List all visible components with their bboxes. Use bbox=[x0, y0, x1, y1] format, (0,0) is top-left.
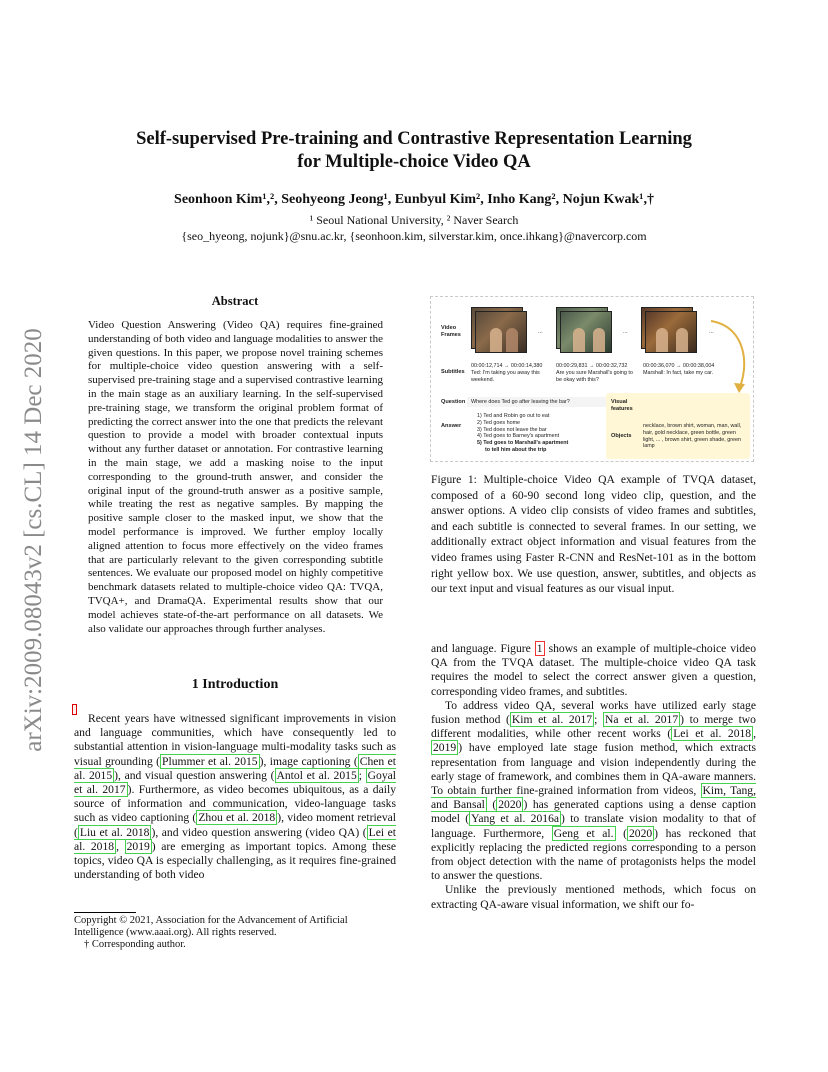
text-run: ; bbox=[358, 768, 366, 782]
text-run: ) have employed late stage fusion method, which extracts representation from language and vision independently during the early stage of framework, and combines them in QA-aware manners. To obtain further fine-grained information from videos, bbox=[431, 741, 756, 798]
introduction-paragraph bbox=[74, 712, 396, 882]
copyright-notice: Copyright © 2021, Association for the Advancement of Artificial Intelligence (www.aaai.org). All rights reserved. bbox=[74, 915, 348, 939]
paragraph bbox=[431, 699, 756, 884]
text-run: ( bbox=[615, 826, 627, 840]
answer-option: 4) Ted goes to Barney's apartment bbox=[477, 433, 560, 440]
citation-link[interactable]: Kim et al. 2017 bbox=[511, 713, 593, 727]
title-line-1: Self-supervised Pre-training and Contrastive Representation Learning bbox=[136, 129, 692, 149]
answer-options bbox=[477, 413, 605, 454]
answer-option-correct: 5) Ted goes to Marshall's apartment bbox=[477, 440, 569, 447]
text-run: ( bbox=[486, 798, 497, 812]
citation-link[interactable]: Zhou et al. 2018 bbox=[198, 811, 276, 825]
figure-caption: Figure 1: Multiple-choice Video QA example of TVQA dataset, composed of a 60-90 second long video clip, question, and the answer options. A video clip consists of video frames and subtitles, and each subtitle is connected to several frames. In our setting, we additionally extract object information and visual features from the video frames using Faster R-CNN and ResNet-101 as in the bottom right yellow box. We use question, answer, subtitles, and objects as our text input and visual features as our visual input. bbox=[431, 473, 756, 596]
video-frame-1b bbox=[475, 311, 527, 353]
citation-link[interactable]: Geng et al. bbox=[553, 826, 614, 840]
text-run: ; bbox=[594, 713, 603, 727]
text-run: To address video QA, several works have utilized early stage fusion method ( bbox=[431, 698, 756, 727]
objects-label: Objects bbox=[611, 433, 632, 439]
subtitle-2: 00:00:29,831 → 00:00:32,732 Are you sure Marshall's going to be okay with this? bbox=[556, 363, 633, 383]
text-run: Recent years have witnessed significant improvements in vision and language communities, which have consequently led to substantial attention in vision-language multi-modality tasks such as visual grounding ( bbox=[74, 712, 396, 768]
subtitle-3: 00:00:36,070 → 00:00:38,004 Marshall: In fact, take my car. bbox=[643, 363, 715, 376]
subtitle-1: 00:00:12,714 → 00:00:14,380 Ted: I'm taking you away this weekend. bbox=[471, 363, 543, 383]
video-frames-label: Video Frames bbox=[441, 325, 461, 338]
affiliations: ¹ Seoul National University, ² Naver Search bbox=[309, 213, 519, 227]
question-label: Question bbox=[441, 399, 466, 405]
footnote bbox=[74, 915, 396, 952]
citation-link[interactable]: Kim, Tang, and Bansal bbox=[431, 784, 756, 812]
text-run: ) has reckoned that explicitly replacing the predicted regions corresponding to a person from object detection with the name of protagonists helps the model to answer the questions. bbox=[431, 826, 756, 883]
figure-reference-link[interactable]: 1 bbox=[536, 642, 543, 655]
corresponding-author-note: † Corresponding author. bbox=[84, 939, 186, 951]
arxiv-stamp bbox=[6, 300, 62, 780]
paragraph bbox=[431, 883, 756, 911]
citation-link[interactable]: Yang et al. 2016a bbox=[471, 812, 560, 826]
video-frame-2b bbox=[560, 311, 612, 353]
text-run: ), and video question answering (video QA) ( bbox=[151, 825, 367, 839]
arrow-icon bbox=[701, 317, 753, 397]
text-run: , bbox=[116, 839, 125, 853]
answer-option: 2) Ted goes home bbox=[477, 419, 521, 426]
abstract-heading: Abstract bbox=[211, 294, 259, 308]
citation-link[interactable]: 2019 bbox=[433, 741, 457, 755]
citation-link[interactable]: Lei et al. 2018 bbox=[673, 727, 752, 741]
citation-link[interactable]: Goyal et al. 2017 bbox=[74, 768, 396, 797]
ellipsis: ... bbox=[709, 329, 714, 335]
citation-link[interactable]: Liu et al. 2018 bbox=[79, 825, 150, 839]
paper-title bbox=[60, 128, 768, 174]
citation-link[interactable]: 2020 bbox=[498, 798, 522, 812]
video-frame-3b bbox=[645, 311, 697, 353]
right-column-text bbox=[431, 642, 756, 912]
abstract-text: Video Question Answering (Video QA) requires fine-grained understanding of both video and language modalities to answer the given questions. In this paper, we propose novel training schemes for multiple-choice video question answering with a self-supervised pre-training stage and a supervised contrastive learning in the main stage as an auxiliary learning. In the self-supervised pre-training stage, we transform the original problem format of predicting the correct answer into the one that predicts the relevant question to provide a model with broader contextual inputs without any further dataset or annotation. For contrastive learning in the main stage, we add a masking noise to the input corresponding to the ground-truth answer, and consider the original input of the ground-truth answer as a positive sample, while treating the rest as negative samples. By mapping the positive sample closer to the masked input, we show that the model performance is improved. We further employ locally aligned attention to focus more effectively on the video frames that are particularly relevant to the given corresponding subtitle sentences. We evaluate our proposed model on highly competitive benchmark datasets related to multiple-choice video QA: TVQA, TVQA+, and DramaQA. Experimental results show that our model achieves state-of-the-art performance on all datasets. We also validate our approaches through further analyses. bbox=[88, 319, 383, 635]
visual-features-label: Visual features bbox=[611, 399, 633, 412]
ellipsis: ... bbox=[538, 329, 543, 335]
answer-option: 1) Ted and Robin go out to eat bbox=[477, 413, 550, 419]
text-run: ) to merge two different modalities, while other recent works ( bbox=[431, 713, 756, 741]
citation-link[interactable]: Lei et al. 2018 bbox=[74, 825, 396, 853]
ellipsis: ... bbox=[623, 329, 628, 335]
text-run: and language. Figure bbox=[431, 642, 535, 655]
arxiv-id: arXiv:2009.08043v2 [cs.CL] 14 Dec 2020 bbox=[20, 328, 47, 752]
title-line-2: for Multiple-choice Video QA bbox=[297, 152, 531, 172]
text-run: ) are emerging as important topics. Among these topics, video QA is especially challenging, as it requires fine-grained understanding of both video bbox=[74, 839, 397, 882]
text-run: Unlike the previously mentioned methods, which focus on extracting QA-aware visual information, we shift our fo- bbox=[431, 883, 756, 911]
footnote-rule bbox=[74, 912, 136, 913]
figure-1 bbox=[430, 296, 754, 462]
text-run: ), and visual question answering ( bbox=[114, 768, 275, 782]
answer-option: 3) Ted does not leave the bar bbox=[477, 426, 547, 433]
text-run: ), video moment retrieval ( bbox=[74, 811, 396, 839]
text-run: ) has generated captions using a dense caption model ( bbox=[431, 798, 756, 826]
objects-text: necklace, brown shirt, woman, man, wall, hair, gold necklace, green bottle, green light, ... , brown shirt, green shade, green lamp bbox=[643, 423, 742, 450]
answer-option-correct-cont: to tell him about the trip bbox=[485, 446, 547, 453]
introduction-heading: 1 Introduction bbox=[191, 677, 279, 692]
text-run: ), image captioning ( bbox=[259, 754, 358, 768]
question-text: Where does Ted go after leaving the bar? bbox=[471, 399, 570, 405]
citation-link[interactable]: Chen et al. 2015 bbox=[74, 754, 396, 782]
citation-link[interactable]: Antol et al. 2015 bbox=[276, 768, 357, 782]
text-run: , bbox=[753, 727, 757, 741]
text-run: ). Furthermore, as video becomes ubiquitous, as a daily source of information and communication, video-language tasks such as video captioning ( bbox=[74, 783, 396, 825]
citation-link[interactable]: 2020 bbox=[628, 826, 653, 840]
citation-link[interactable]: Plummer et al. 2015 bbox=[162, 754, 258, 768]
text-run: ) to translate vision modality to that of language. Furthermore, bbox=[431, 812, 756, 840]
author-list: Seonhoon Kim¹,², Seohyeong Jeong¹, Eunbyul Kim², Inho Kang², Nojun Kwak¹,† bbox=[174, 192, 654, 207]
subtitles-label: Subtitles bbox=[441, 369, 465, 375]
citation-link[interactable]: 2019 bbox=[126, 839, 150, 853]
paragraph bbox=[431, 642, 756, 699]
author-emails: {seo_hyeong, nojunk}@snu.ac.kr, {seonhoon.kim, silverstar.kim, once.ihkang}@navercorp.com bbox=[181, 229, 647, 243]
citation-link[interactable]: Na et al. 2017 bbox=[604, 713, 679, 727]
text-run: shows an example of multiple-choice video QA from the TVQA dataset. The multiple-choice video QA task requires the model to select the correct answer given a question, corresponding video frames, and subtitles. bbox=[431, 642, 756, 698]
answer-label: Answer bbox=[441, 423, 462, 429]
